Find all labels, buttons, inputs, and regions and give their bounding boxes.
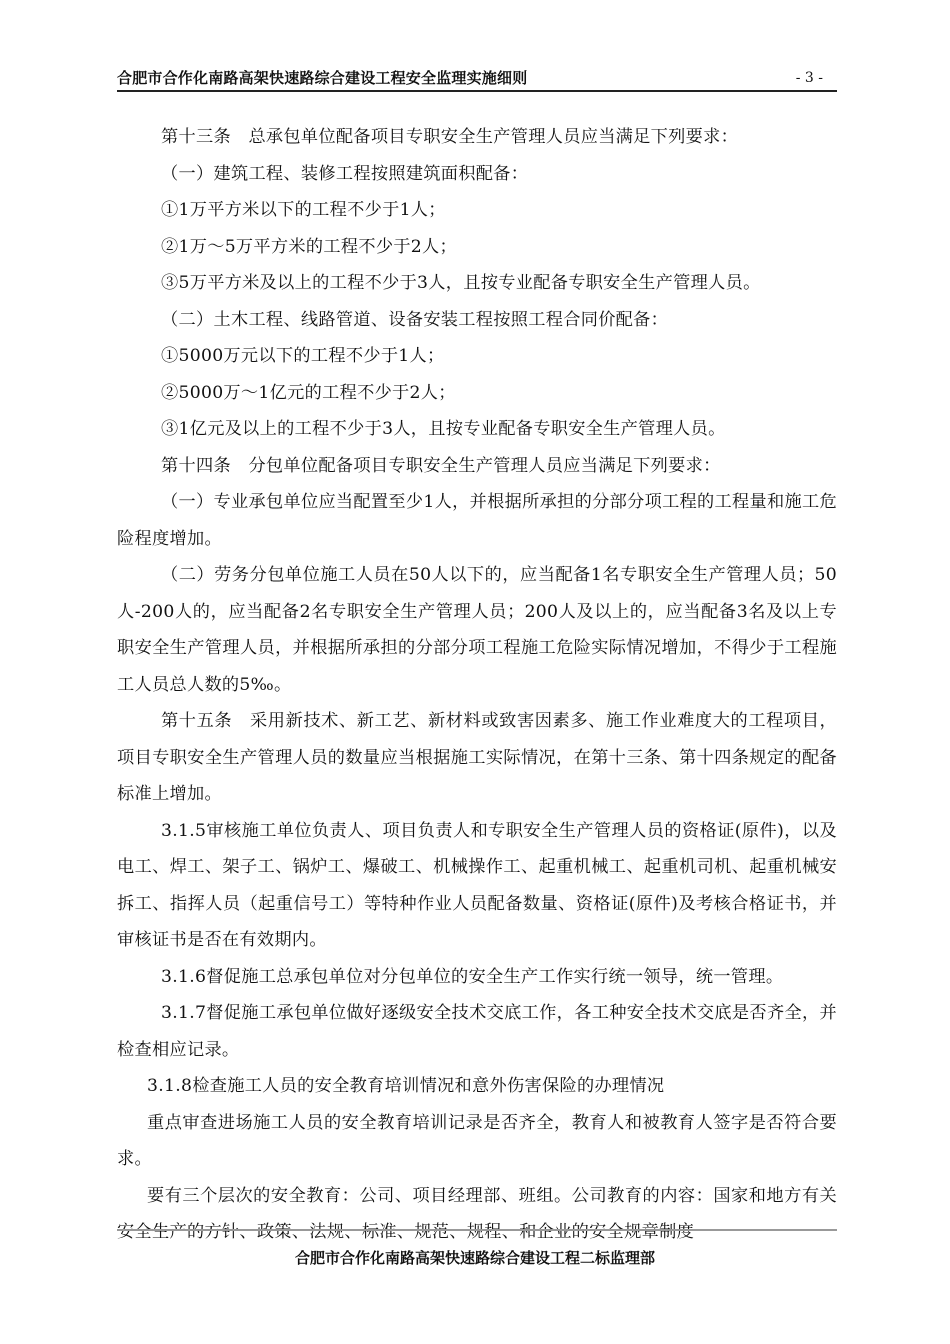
page-footer: 合肥市合作化南路高架快速路综合建设工程二标监理部 xyxy=(294,1249,655,1267)
article-13-heading: 第十三条 总承包单位配备项目专职安全生产管理人员应当满足下列要求： xyxy=(161,127,739,147)
list-item: ②5000万～1亿元的工程不少于2人； xyxy=(161,382,456,403)
footer-divider xyxy=(117,1229,837,1231)
paragraph: 重点审查进场施工人员的安全教育培训记录是否齐全，教育人和被教育人签字是否符合要求。 xyxy=(117,1112,837,1169)
section-3-1-7: 3.1.7督促施工承包单位做好逐级安全技术交底工作，各工种安全技术交底是否齐全，并检查相应记录。 xyxy=(117,1003,837,1060)
page-header xyxy=(117,68,837,92)
list-item: ③1亿元及以上的工程不少于3人，且按专业配备专职安全生产管理人员。 xyxy=(161,419,726,439)
section-3-1-5: 3.1.5审核施工单位负责人、项目负责人和专职安全生产管理人员的资格证(原件)，以及电工、焊工、架子工、锅炉工、爆破工、机械操作工、起重机械工、起重机司机、起重机械安拆工、指挥人员（起重信号工）等特种作业人员配备数量、资格证(原件)及考核合格证书，并审核证书是否在有效期内。 xyxy=(117,820,837,950)
article-14-heading: 第十四条 分包单位配备项目专职安全生产管理人员应当满足下列要求： xyxy=(161,455,721,476)
paragraph: （二）劳务分包单位施工人员在50人以下的，应当配备1名专职安全生产管理人员；50人-200人的，应当配备2名专职安全生产管理人员；200人及以上的，应当配备3名及以上专职安全生产管理人员，并根据所承担的分部分项工程施工危险实际情况增加，不得少于工程施工人员总人数的5‰。 xyxy=(117,565,837,695)
header-title: 合肥市合作化南路高架快速路综合建设工程安全监理实施细则 xyxy=(117,69,528,87)
list-item: ②1万～5万平方米的工程不少于2人； xyxy=(161,236,458,257)
section-3-1-6: 3.1.6督促施工总承包单位对分包单位的安全生产工作实行统一领导，统一管理。 xyxy=(161,966,784,987)
page-number: - 3 - xyxy=(795,70,823,86)
list-item: ①1万平方米以下的工程不少于1人； xyxy=(161,200,446,220)
paragraph: （一）专业承包单位应当配置至少1人，并根据所承担的分部分项工程的工程量和施工危险程度增加。 xyxy=(117,492,837,549)
list-item: ①5000万元以下的工程不少于1人； xyxy=(161,346,445,366)
document-body xyxy=(117,119,837,1251)
list-item: （一）建筑工程、装修工程按照建筑面积配备： xyxy=(161,163,529,184)
list-item: （二）土木工程、线路管道、设备安装工程按照工程合同价配备： xyxy=(161,309,669,330)
paragraph: 要有三个层次的安全教育：公司、项目经理部、班组。公司教育的内容：国家和地方有关安全生产的方针、政策、法规、标准、规范、规程、和企业的安全规章制度 xyxy=(117,1185,837,1242)
section-3-1-8: 3.1.8检查施工人员的安全教育培训情况和意外伤害保险的办理情况 xyxy=(147,1076,665,1096)
list-item: ③5万平方米及以上的工程不少于3人，且按专业配备专职安全生产管理人员。 xyxy=(161,273,761,293)
article-15-paragraph: 第十五条 采用新技术、新工艺、新材料或致害因素多、施工作业难度大的工程项目，项目专职安全生产管理人员的数量应当根据施工实际情况，在第十三条、第十四条规定的配备标准上增加。 xyxy=(117,711,837,804)
